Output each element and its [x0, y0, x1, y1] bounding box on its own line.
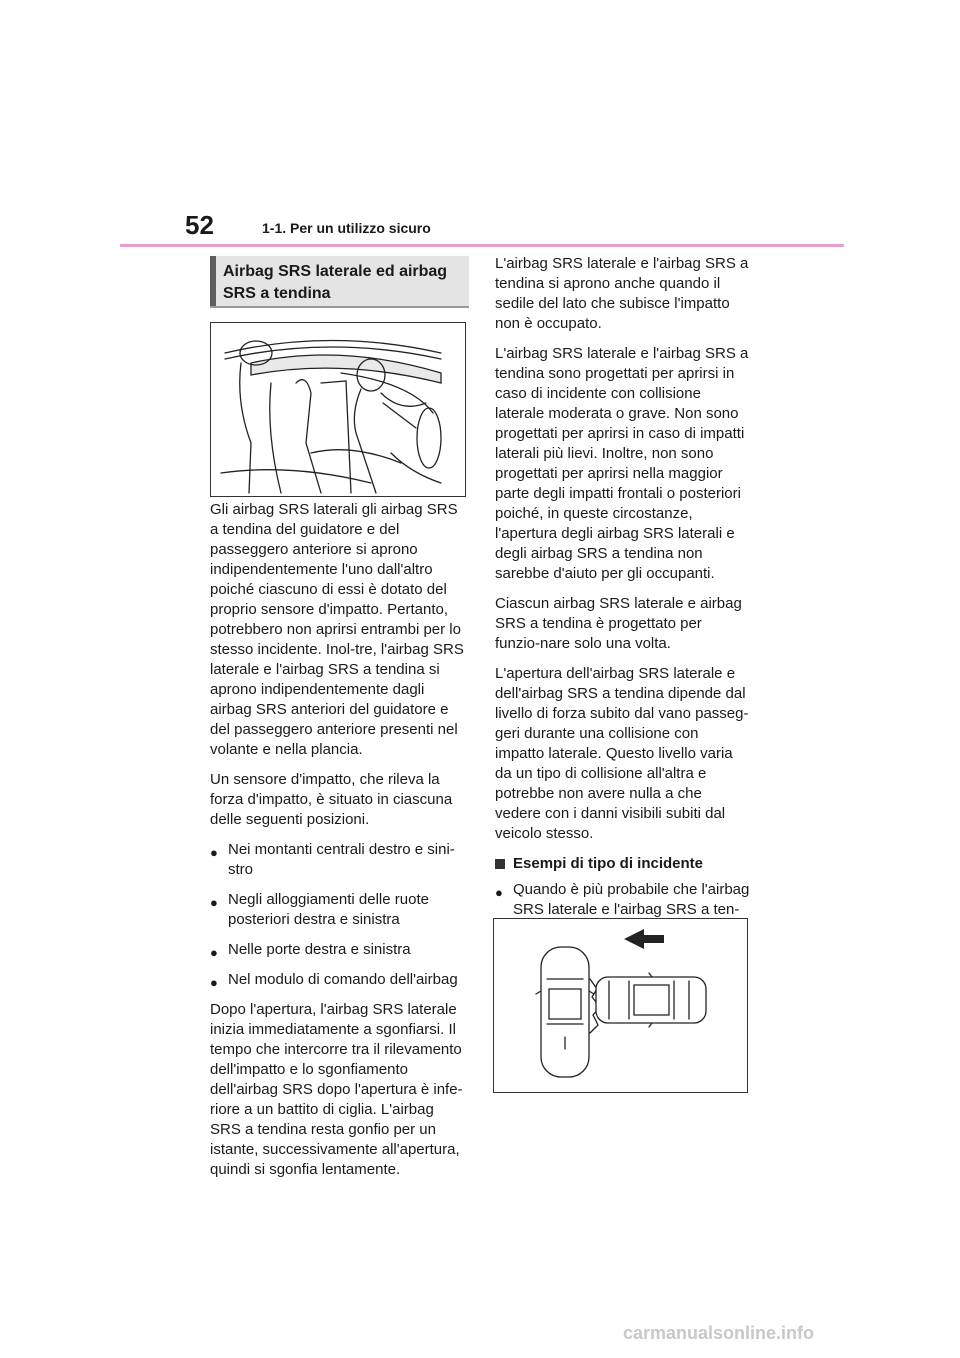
right-column: [495, 254, 750, 970]
right-paragraph-2: L'airbag SRS laterale e l'airbag SRS a tendina sono progettati per aprirsi in caso di incidente con collisione laterale moderata o grave. Non sono progettati per aprirsi in caso di impatti laterali più lievi. Inoltre, non sono progettati per aprirsi nella maggior parte degli impatti frontali o posteriori poiché, in queste circostanze, l'apertura degli airbag SRS laterali e degli airbag SRS a tendina non sarebbe d'aiuto per gli occupanti.: [495, 345, 749, 582]
bullet-icon: ●: [210, 945, 218, 960]
list-item-text: Nel modulo di comando dell'airbag: [228, 971, 458, 988]
section-heading: Airbag SRS laterale ed airbag SRS a tendina: [223, 263, 448, 302]
list-item-text: Nei montanti centrali destro e sini-stro: [228, 841, 455, 878]
list-item-text: Quando è più probabile che l'airbag SRS laterale e l'airbag SRS a ten-: [513, 881, 750, 918]
right-paragraph-3: Ciascun airbag SRS laterale e airbag SRS a tendina è progettato per funzio-nare solo una volta.: [495, 595, 742, 652]
bullet-icon: ●: [210, 845, 218, 860]
side-impact-illustration: [493, 918, 748, 1093]
airbag-deployment-drawing: [211, 323, 465, 496]
list-item: [210, 970, 465, 990]
left-paragraph-3: Dopo l'apertura, l'airbag SRS laterale inizia immediatamente a sgonfiarsi. Il tempo che intercorre tra il rilevamento dell'impatto e lo sgonfiamento dell'airbag SRS dopo l'apertura è infe-riore a un battito di ciglia. L'airbag SRS a tendina resta gonfio per un istante, successivamente all'apertura, quindi si sgonfia lentamente.: [210, 1001, 463, 1178]
side-impact-drawing: [494, 919, 747, 1092]
page-number: 52: [185, 210, 214, 240]
left-column: [210, 500, 465, 1190]
list-item: [210, 940, 465, 960]
accident-types-heading: [495, 854, 750, 874]
right-paragraph-4: L'apertura dell'airbag SRS laterale e dell'airbag SRS a tendina dipende dal livello di forza subito dal vano passeg-geri durante una collisione con impatto laterale. Questo livello varia da un tipo di collisione all'altra e potrebbe non avere nulla a che vedere con i danni visibili subiti dal veicolo stesso.: [495, 665, 749, 842]
section-title: 1-1. Per un utilizzo sicuro: [262, 220, 431, 236]
sensor-locations-list: [210, 840, 465, 990]
bullet-icon: ●: [210, 895, 218, 910]
square-bullet-icon: [495, 859, 505, 869]
list-item: [210, 890, 465, 930]
list-item: [210, 840, 465, 880]
list-item-text: Negli alloggiamenti delle ruote posteriori destra e sinistra: [228, 891, 429, 928]
left-paragraph-1: Gli airbag SRS laterali gli airbag SRS a tendina del guidatore e del passeggero anteriore si aprono indipendentemente l'uno dall'altro poiché ciascuno di essi è dotato del proprio sensore d'impatto. Pertanto, potrebbero non aprirsi entrambi per lo stesso incidente. Inol-tre, l'airbag SRS laterale e l'airbag SRS a tendina si aprono indipendentemente dagli airbag SRS anteriori del guidatore e del passeggero anteriore presenti nel volante e nella plancia.: [210, 501, 464, 758]
accident-types-heading-text: Esempi di tipo di incidente: [513, 855, 704, 872]
bullet-icon: ●: [210, 975, 218, 990]
left-paragraph-2: Un sensore d'impatto, che rileva la forza d'impatto, è situato in ciascuna delle seguenti posizioni.: [210, 771, 453, 828]
watermark: carmanualsonline.info: [623, 1323, 815, 1343]
airbag-illustration: [210, 322, 466, 497]
right-paragraph-1: L'airbag SRS laterale e l'airbag SRS a tendina si aprono anche quando il sedile del lato che subisce l'impatto non è occupato.: [495, 255, 749, 332]
bullet-icon: ●: [495, 885, 503, 900]
section-heading-box: [210, 256, 469, 308]
header-rule: [120, 244, 844, 247]
list-item-text: Nelle porte destra e sinistra: [228, 941, 411, 958]
